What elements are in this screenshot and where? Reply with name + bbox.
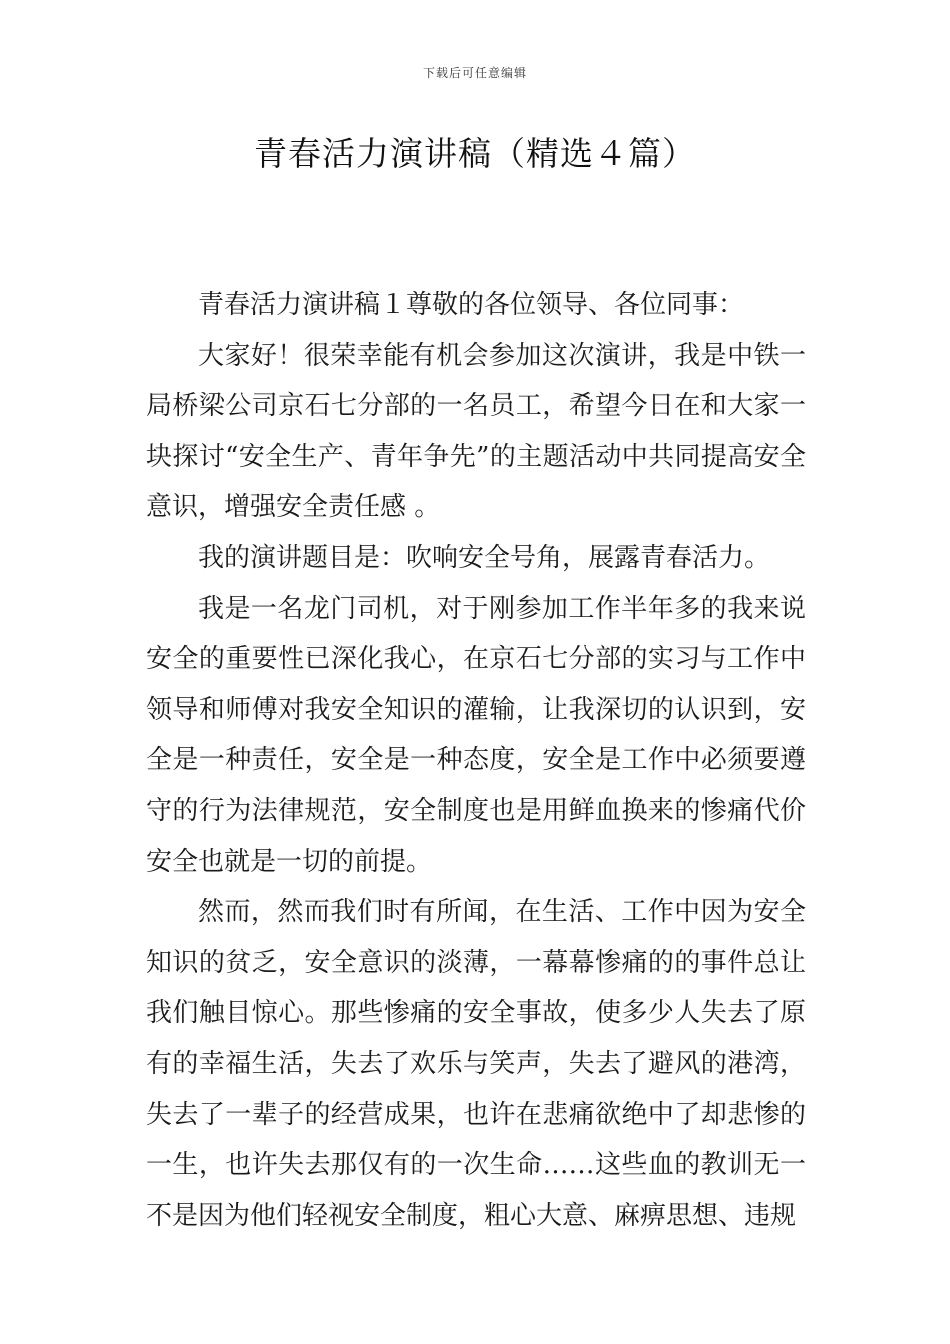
paragraph-topic: 我的演讲题目是：吹响安全号角，展露青春活力。 [198,542,771,573]
paragraph-greeting: 青春活力演讲稿１尊敬的各位领导、各位同事： [198,290,745,320]
header-note: 下载后可任意编辑 [422,66,527,80]
paragraph-intro: 大家好！很荣幸能有机会参加这次演讲，我是中铁一局桥梁公司京石七分部的一名员工，希望今日在和大家一块探讨“安全生产、青年争先”的主题活动中共同提高安全意识，增强安全责任感 。 [146,340,806,523]
document-title: 青春活力演讲稿（精选４篇） [254,134,696,173]
paragraph-experience: 我是一名龙门司机，对于刚参加工作半年多的我来说安全的重要性已深化我心，在京石七分部的实习与工作中领导和师傅对我安全知识的灌输，让我深切的认识到，安全是一种责任，安全是一种态度，安全是工作中必须要遵守的行为法律规范，安全制度也是用鲜血换来的惨痛代价安全也就是一切的前提。 [146,593,806,877]
document-body [146,280,806,1241]
paragraph-lessons: 然而，然而我们时有所闻，在生活、工作中因为安全知识的贫乏，安全意识的淡薄，一幕幕惨痛的的事件总让我们触目惊心。那些惨痛的安全事故，使多少人失去了原有的幸福生活，失去了欢乐与笑声，失去了避风的港湾，失去了一辈子的经营成果，也许在悲痛欲绝中了却悲惨的一生，也许失去那仅有的一次生命……这些血的教训无一不是因为他们轻视安全制度，粗心大意、麻痹思想、违规 [146,897,806,1231]
